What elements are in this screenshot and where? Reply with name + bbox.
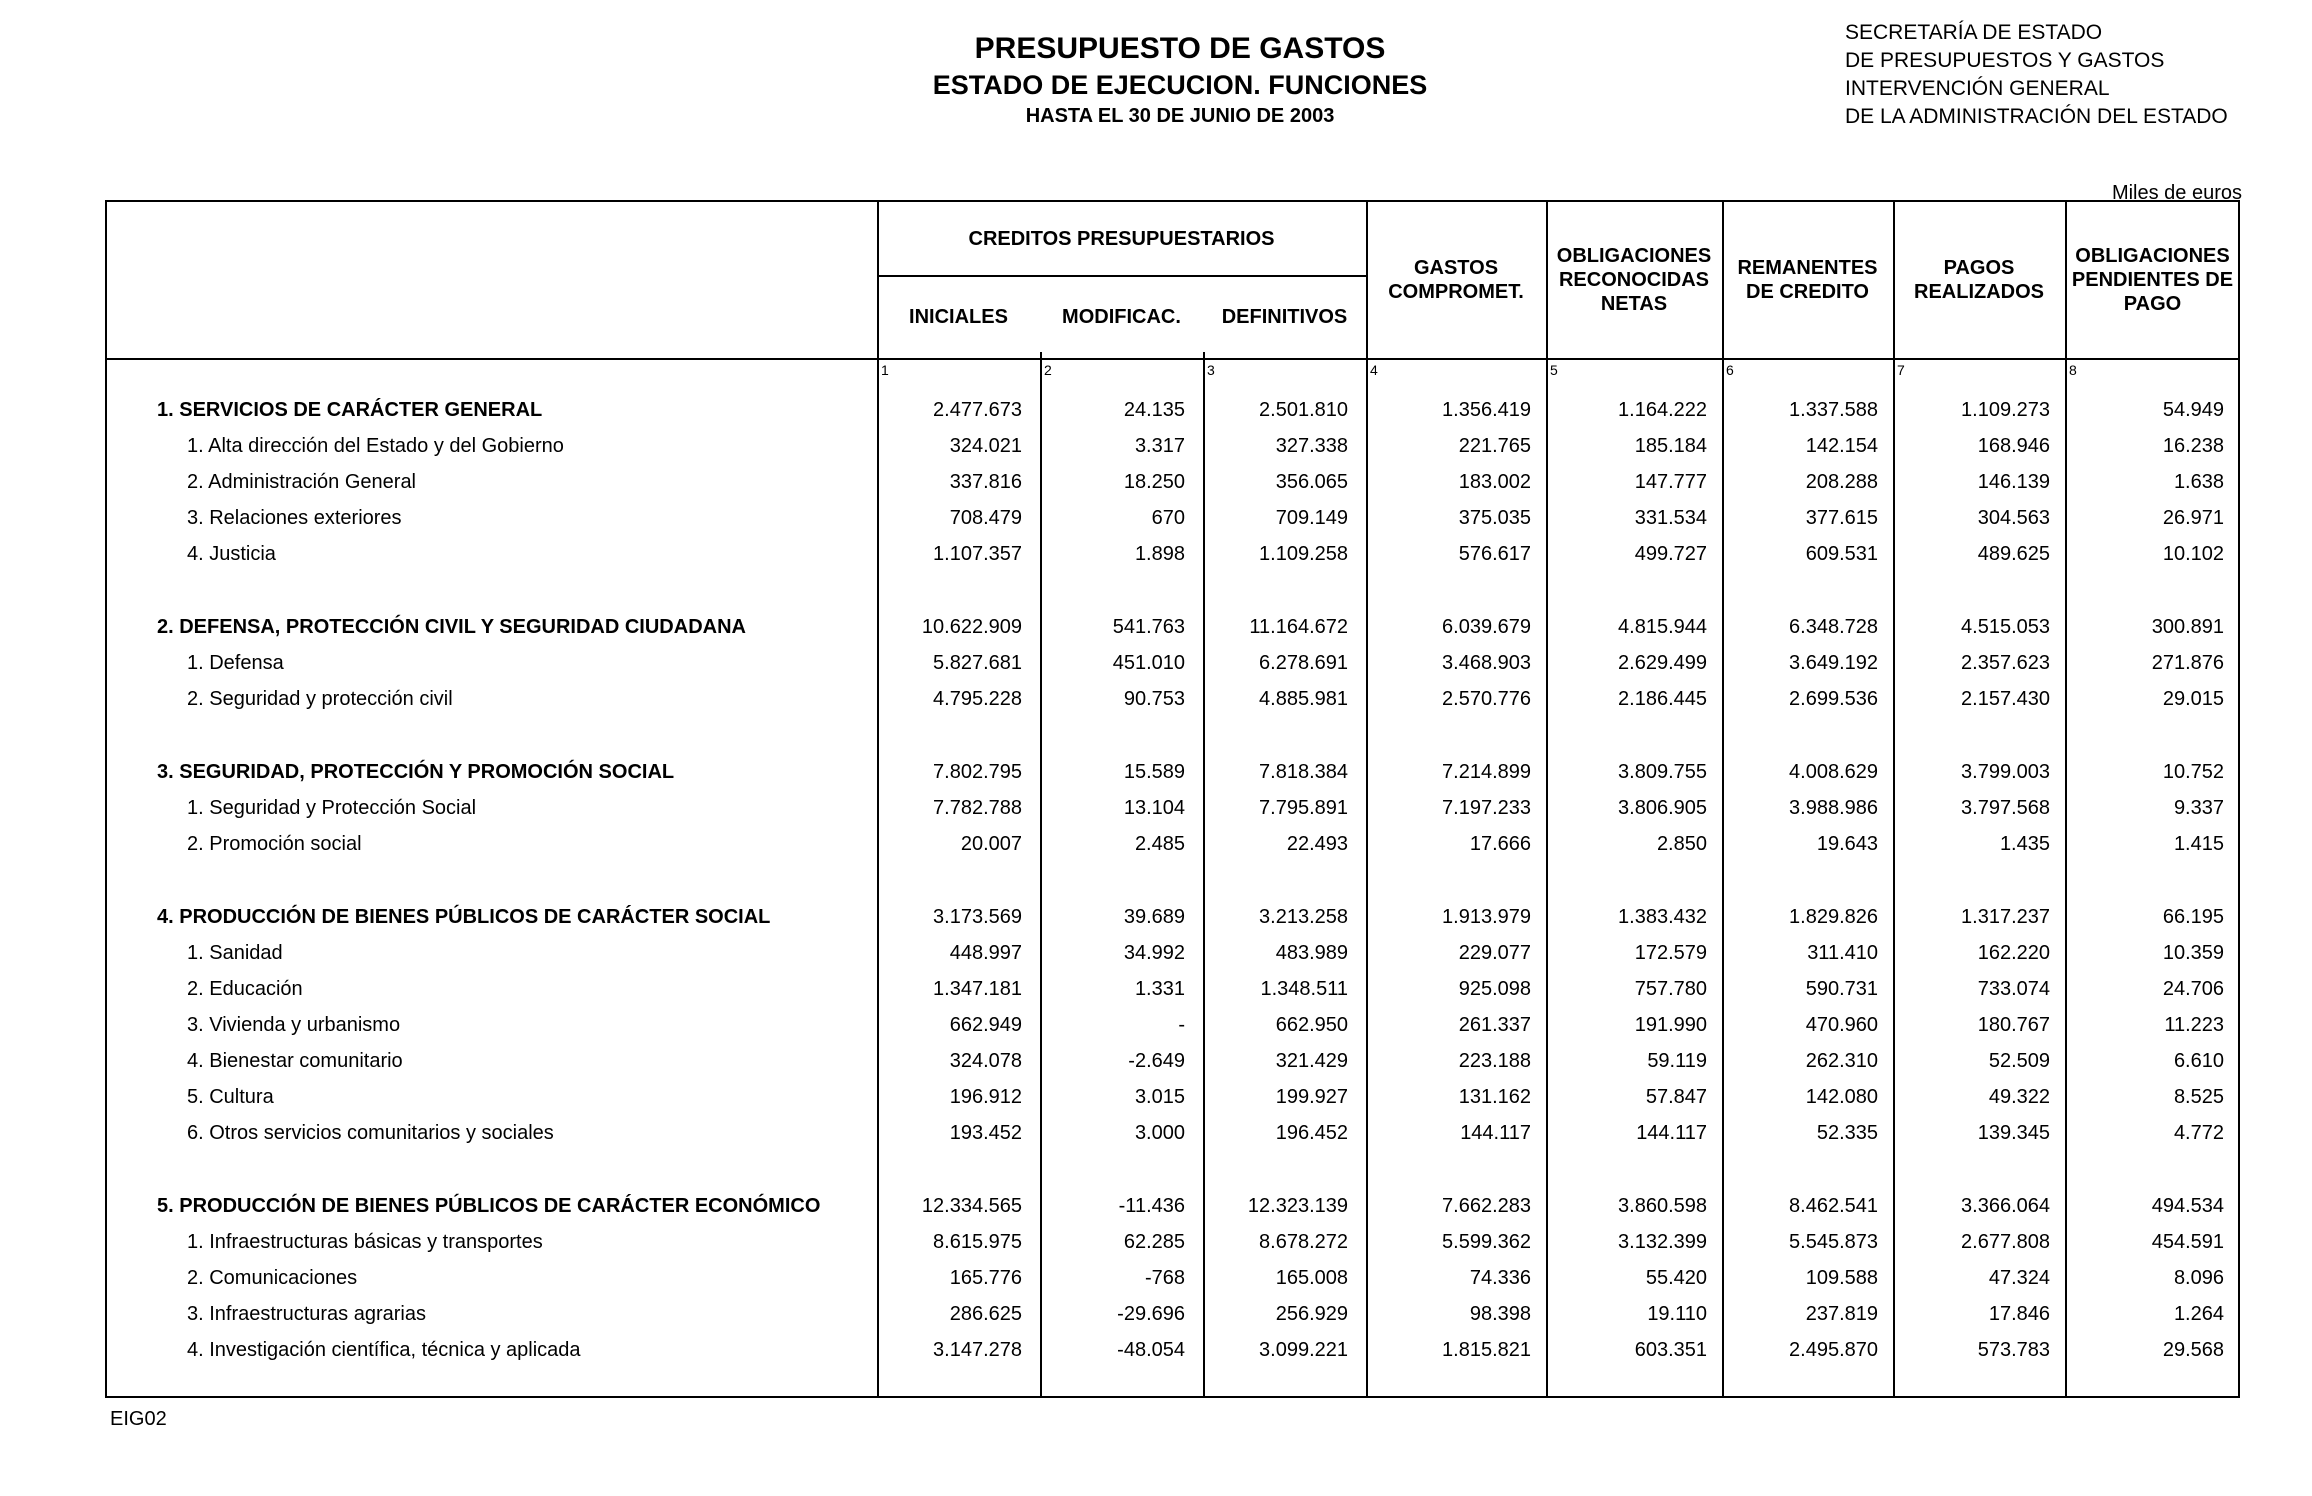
value-cell: 1.317.237: [1961, 906, 2050, 928]
header-modificac: MODIFICAC.: [1062, 305, 1181, 328]
value-cell: -48.054: [1117, 1339, 1185, 1361]
value-cell: 15.589: [1123, 761, 1185, 783]
value-cell: 1.331: [1134, 978, 1185, 1000]
value-cell: -2.649: [1128, 1050, 1185, 1072]
value-cell: -: [1178, 1014, 1185, 1036]
row-label: 1. Alta dirección del Estado y del Gobierno: [187, 435, 564, 457]
value-cell: 57.847: [1645, 1086, 1707, 1108]
value-cell: 603.351: [1634, 1339, 1707, 1361]
units-label: Miles de euros: [2111, 182, 2242, 204]
value-cell: 324.078: [949, 1050, 1022, 1072]
value-cell: 262.310: [1805, 1050, 1878, 1072]
value-cell: 98.398: [1469, 1303, 1531, 1325]
value-cell: 8.096: [2173, 1267, 2224, 1289]
value-cell: 8.678.272: [1259, 1231, 1348, 1253]
value-cell: 17.846: [1988, 1303, 2050, 1325]
value-cell: 229.077: [1458, 942, 1531, 964]
value-cell: 24.135: [1123, 399, 1185, 421]
value-cell: 448.997: [949, 942, 1022, 964]
table-row: [107, 500, 2238, 536]
title-line-1: PRESUPUESTO DE GASTOS: [974, 32, 1386, 65]
table-row: [107, 1115, 2238, 1151]
value-cell: 52.335: [1816, 1122, 1878, 1144]
row-label: 3. Infraestructuras agrarias: [187, 1303, 426, 1325]
value-cell: -768: [1144, 1267, 1185, 1289]
value-cell: 39.689: [1123, 906, 1185, 928]
value-cell: 193.452: [949, 1122, 1022, 1144]
value-cell: 454.591: [2151, 1231, 2224, 1253]
table-row: [107, 971, 2238, 1007]
value-cell: 7.662.283: [1442, 1195, 1531, 1217]
value-cell: 10.102: [2162, 543, 2224, 565]
section-row: [107, 899, 2238, 935]
value-cell: 3.799.003: [1961, 761, 2050, 783]
value-cell: 20.007: [960, 833, 1022, 855]
value-cell: 6.278.691: [1259, 652, 1348, 674]
value-cell: 49.322: [1988, 1086, 2050, 1108]
value-cell: 6.039.679: [1442, 616, 1531, 638]
value-cell: 2.357.623: [1961, 652, 2050, 674]
row-label: 5. Cultura: [187, 1086, 274, 1108]
value-cell: 1.264: [2173, 1303, 2224, 1325]
row-label: 4. Justicia: [187, 543, 276, 565]
value-cell: 139.345: [1977, 1122, 2050, 1144]
value-cell: 5.545.873: [1789, 1231, 1878, 1253]
value-cell: 2.570.776: [1442, 688, 1531, 710]
section-row: [107, 392, 2238, 428]
value-cell: 165.776: [949, 1267, 1022, 1289]
value-cell: 12.323.139: [1247, 1195, 1348, 1217]
table-row: [107, 1224, 2238, 1260]
value-cell: 24.706: [2162, 978, 2224, 1000]
value-cell: 324.021: [949, 435, 1022, 457]
column-number: 4: [1370, 362, 1378, 378]
header-pendientes: OBLIGACIONES PENDIENTES DE PAGO: [2071, 245, 2234, 315]
header-creditos: CREDITOS PRESUPUESTARIOS: [968, 227, 1275, 250]
value-cell: -11.436: [1118, 1195, 1185, 1217]
header-gastos: GASTOS COMPROMET.: [1388, 257, 1524, 303]
value-cell: 1.383.432: [1618, 906, 1707, 928]
value-cell: 11.223: [2164, 1014, 2224, 1036]
value-cell: 256.929: [1275, 1303, 1348, 1325]
value-cell: 55.420: [1645, 1267, 1707, 1289]
value-cell: 662.949: [949, 1014, 1022, 1036]
row-label: 2. DEFENSA, PROTECCIÓN CIVIL Y SEGURIDAD CIUDADANA: [157, 616, 746, 638]
title-line-2: ESTADO DE EJECUCION. FUNCIONES: [932, 70, 1428, 100]
value-cell: 311.410: [1807, 942, 1878, 964]
value-cell: 483.989: [1275, 942, 1348, 964]
value-cell: 29.568: [2162, 1339, 2224, 1361]
value-cell: 670: [1151, 507, 1185, 529]
value-cell: 2.485: [1134, 833, 1185, 855]
value-cell: 9.337: [2173, 797, 2224, 819]
table-row: [107, 1296, 2238, 1332]
value-cell: 162.220: [1977, 942, 2050, 964]
table-row: [107, 1332, 2238, 1368]
value-cell: 1.356.419: [1442, 399, 1531, 421]
value-cell: 13.104: [1123, 797, 1185, 819]
row-label: 5. PRODUCCIÓN DE BIENES PÚBLICOS DE CARÁCTER ECONÓMICO: [157, 1195, 821, 1217]
value-cell: 168.946: [1977, 435, 2050, 457]
value-cell: 1.638: [2173, 471, 2224, 493]
value-cell: 375.035: [1458, 507, 1531, 529]
header-obligaciones: OBLIGACIONES RECONOCIDAS NETAS: [1556, 245, 1712, 315]
value-cell: 1.109.273: [1961, 399, 2050, 421]
value-cell: 3.317: [1134, 435, 1185, 457]
value-cell: 576.617: [1458, 543, 1531, 565]
value-cell: 3.809.755: [1618, 761, 1707, 783]
value-cell: 1.347.181: [933, 978, 1022, 1000]
value-cell: 7.214.899: [1442, 761, 1531, 783]
row-label: 1. Defensa: [187, 652, 284, 674]
value-cell: 74.336: [1469, 1267, 1531, 1289]
column-number: 8: [2069, 362, 2077, 378]
value-cell: 3.099.221: [1259, 1339, 1348, 1361]
value-cell: 18.250: [1123, 471, 1185, 493]
value-cell: 2.501.810: [1259, 399, 1348, 421]
table-row: [107, 1260, 2238, 1296]
value-cell: 8.462.541: [1789, 1195, 1878, 1217]
value-cell: 29.015: [2162, 688, 2224, 710]
value-cell: 337.816: [949, 471, 1022, 493]
report-title: [800, 30, 1560, 130]
agency-line: DE LA ADMINISTRACIÓN DEL ESTADO: [1845, 105, 2228, 128]
value-cell: 10.359: [2162, 942, 2224, 964]
header-definitivos: DEFINITIVOS: [1221, 305, 1348, 328]
value-cell: 2.699.536: [1789, 688, 1878, 710]
row-label: 4. Investigación científica, técnica y aplicada: [187, 1339, 581, 1361]
value-cell: 2.495.870: [1789, 1339, 1878, 1361]
value-cell: 109.588: [1805, 1267, 1878, 1289]
row-label: 6. Otros servicios comunitarios y sociales: [187, 1122, 554, 1144]
value-cell: 165.008: [1275, 1267, 1348, 1289]
value-cell: 237.819: [1805, 1303, 1878, 1325]
table-row: [107, 790, 2238, 826]
value-cell: 191.990: [1634, 1014, 1707, 1036]
value-cell: 733.074: [1977, 978, 2050, 1000]
value-cell: 489.625: [1977, 543, 2050, 565]
header-remanentes: REMANENTES DE CREDITO: [1737, 257, 1878, 303]
row-label: 2. Educación: [187, 978, 303, 1000]
table-row: [107, 1079, 2238, 1115]
value-cell: 662.950: [1275, 1014, 1348, 1036]
value-cell: 590.731: [1805, 978, 1878, 1000]
column-number: 5: [1550, 362, 1558, 378]
table-row: [107, 645, 2238, 681]
value-cell: 300.891: [2151, 616, 2224, 638]
value-cell: 59.119: [1647, 1050, 1707, 1072]
value-cell: 185.184: [1634, 435, 1707, 457]
value-cell: 11.164.672: [1249, 616, 1348, 638]
value-cell: 196.912: [949, 1086, 1022, 1108]
value-cell: 4.885.981: [1259, 688, 1348, 710]
value-cell: 573.783: [1977, 1339, 2050, 1361]
value-cell: 5.827.681: [933, 652, 1022, 674]
row-label: 2. Promoción social: [187, 833, 362, 855]
value-cell: 66.195: [2162, 906, 2224, 928]
agency-block: [1845, 20, 2228, 132]
value-cell: 2.629.499: [1618, 652, 1707, 674]
value-cell: 180.767: [1977, 1014, 2050, 1036]
row-label: 2. Seguridad y protección civil: [187, 688, 453, 710]
value-cell: 494.534: [2151, 1195, 2224, 1217]
value-cell: 1.164.222: [1618, 399, 1707, 421]
value-cell: 10.752: [2162, 761, 2224, 783]
value-cell: 183.002: [1458, 471, 1531, 493]
value-cell: 221.765: [1458, 435, 1531, 457]
value-cell: 3.806.905: [1618, 797, 1707, 819]
table-row: [107, 536, 2238, 572]
value-cell: 4.515.053: [1961, 616, 2050, 638]
header-pagos: PAGOS REALIZADOS: [1914, 257, 2044, 303]
value-cell: 62.285: [1123, 1231, 1185, 1253]
value-cell: 1.107.357: [933, 543, 1022, 565]
value-cell: 271.876: [2151, 652, 2224, 674]
value-cell: 142.154: [1805, 435, 1878, 457]
row-label: 1. SERVICIOS DE CARÁCTER GENERAL: [157, 399, 543, 421]
agency-line: DE PRESUPUESTOS Y GASTOS: [1845, 49, 2165, 72]
value-cell: 7.802.795: [933, 761, 1022, 783]
value-cell: 47.324: [1988, 1267, 2050, 1289]
value-cell: 609.531: [1805, 543, 1878, 565]
value-cell: 4.795.228: [933, 688, 1022, 710]
table-row: [107, 1007, 2238, 1043]
row-label: 1. Infraestructuras básicas y transportes: [187, 1231, 543, 1253]
value-cell: 925.098: [1458, 978, 1531, 1000]
value-cell: 7.782.788: [933, 797, 1022, 819]
value-cell: 7.795.891: [1259, 797, 1348, 819]
value-cell: 3.468.903: [1442, 652, 1531, 674]
table-row: [107, 935, 2238, 971]
section-row: [107, 754, 2238, 790]
column-number: 7: [1897, 362, 1905, 378]
value-cell: 6.610: [2173, 1050, 2224, 1072]
value-cell: 2.157.430: [1961, 688, 2050, 710]
value-cell: 3.988.986: [1789, 797, 1878, 819]
value-cell: 17.666: [1469, 833, 1531, 855]
table-row: [107, 428, 2238, 464]
value-cell: 541.763: [1112, 616, 1185, 638]
value-cell: 19.110: [1647, 1303, 1707, 1325]
row-label: 1. Sanidad: [187, 942, 283, 964]
column-number: 6: [1726, 362, 1734, 378]
value-cell: 146.139: [1977, 471, 2050, 493]
value-cell: 261.337: [1458, 1014, 1531, 1036]
table-row: [107, 681, 2238, 717]
value-cell: 757.780: [1634, 978, 1707, 1000]
value-cell: 3.860.598: [1618, 1195, 1707, 1217]
value-cell: 10.622.909: [921, 616, 1022, 638]
value-cell: 19.643: [1816, 833, 1878, 855]
section-row: [107, 609, 2238, 645]
value-cell: 2.186.445: [1618, 688, 1707, 710]
value-cell: 172.579: [1634, 942, 1707, 964]
execution-table: [105, 200, 2240, 1398]
value-cell: 5.599.362: [1442, 1231, 1531, 1253]
value-cell: 142.080: [1805, 1086, 1878, 1108]
value-cell: 196.452: [1275, 1122, 1348, 1144]
value-cell: 1.435: [1999, 833, 2050, 855]
value-cell: 1.109.258: [1259, 543, 1348, 565]
section-row: [107, 1188, 2238, 1224]
header-divider: [107, 358, 2238, 360]
row-label: 3. Vivienda y urbanismo: [187, 1014, 401, 1036]
value-cell: 451.010: [1112, 652, 1185, 674]
value-cell: 3.000: [1134, 1122, 1185, 1144]
table-row: [107, 1043, 2238, 1079]
value-cell: 286.625: [949, 1303, 1022, 1325]
value-cell: 3.366.064: [1961, 1195, 2050, 1217]
value-cell: 1.898: [1134, 543, 1185, 565]
row-label: 3. SEGURIDAD, PROTECCIÓN Y PROMOCIÓN SOCIAL: [157, 761, 675, 783]
value-cell: 708.479: [949, 507, 1022, 529]
value-cell: 1.815.821: [1442, 1339, 1531, 1361]
row-label: 4. Bienestar comunitario: [187, 1050, 403, 1072]
value-cell: 12.334.565: [921, 1195, 1022, 1217]
value-cell: 223.188: [1458, 1050, 1531, 1072]
value-cell: 2.850: [1656, 833, 1707, 855]
row-label: 1. Seguridad y Protección Social: [187, 797, 477, 819]
value-cell: 2.477.673: [933, 399, 1022, 421]
value-cell: 8.525: [2173, 1086, 2224, 1108]
agency-line: INTERVENCIÓN GENERAL: [1845, 77, 2110, 100]
value-cell: 26.971: [2162, 507, 2224, 529]
value-cell: 22.493: [1286, 833, 1348, 855]
value-cell: 7.818.384: [1259, 761, 1348, 783]
value-cell: -29.696: [1117, 1303, 1185, 1325]
value-cell: 144.117: [1636, 1122, 1707, 1144]
value-cell: 377.615: [1805, 507, 1878, 529]
value-cell: 1.913.979: [1442, 906, 1531, 928]
value-cell: 147.777: [1634, 471, 1707, 493]
row-label: 2. Comunicaciones: [187, 1267, 358, 1289]
row-label: 2. Administración General: [187, 471, 417, 493]
value-cell: 499.727: [1634, 543, 1707, 565]
value-cell: 1.415: [2173, 833, 2224, 855]
value-cell: 1.348.511: [1260, 978, 1348, 1000]
row-label: 4. PRODUCCIÓN DE BIENES PÚBLICOS DE CARÁCTER SOCIAL: [157, 906, 771, 928]
value-cell: 199.927: [1275, 1086, 1348, 1108]
value-cell: 16.238: [2162, 435, 2224, 457]
table-row: [107, 826, 2238, 862]
value-cell: 8.615.975: [933, 1231, 1022, 1253]
value-cell: 327.338: [1275, 435, 1348, 457]
value-cell: 3.213.258: [1259, 906, 1348, 928]
value-cell: 6.348.728: [1789, 616, 1878, 638]
value-cell: 52.509: [1988, 1050, 2050, 1072]
value-cell: 54.949: [2162, 399, 2224, 421]
value-cell: 304.563: [1977, 507, 2050, 529]
value-cell: 1.829.826: [1789, 906, 1878, 928]
value-cell: 709.149: [1275, 507, 1348, 529]
agency-line: SECRETARÍA DE ESTADO: [1845, 21, 2103, 44]
column-number: 1: [881, 362, 889, 378]
value-cell: 3.147.278: [933, 1339, 1022, 1361]
value-cell: 321.429: [1275, 1050, 1348, 1072]
value-cell: 131.162: [1458, 1086, 1531, 1108]
value-cell: 7.197.233: [1442, 797, 1531, 819]
table-row: [107, 464, 2238, 500]
value-cell: 2.677.808: [1961, 1231, 2050, 1253]
value-cell: 4.815.944: [1618, 616, 1707, 638]
header-iniciales: INICIALES: [909, 305, 1008, 328]
column-number: 3: [1207, 362, 1215, 378]
value-cell: 331.534: [1634, 507, 1707, 529]
value-cell: 4.008.629: [1789, 761, 1878, 783]
value-cell: 470.960: [1805, 1014, 1878, 1036]
value-cell: 3.797.568: [1961, 797, 2050, 819]
value-cell: 3.015: [1134, 1086, 1185, 1108]
value-cell: 90.753: [1123, 688, 1185, 710]
value-cell: 4.772: [2173, 1122, 2224, 1144]
value-cell: 3.173.569: [933, 906, 1022, 928]
row-label: 3. Relaciones exteriores: [187, 507, 402, 529]
value-cell: 3.649.192: [1789, 652, 1878, 674]
value-cell: 356.065: [1275, 471, 1348, 493]
value-cell: 144.117: [1460, 1122, 1531, 1144]
value-cell: 208.288: [1805, 471, 1878, 493]
value-cell: 3.132.399: [1618, 1231, 1707, 1253]
title-line-3: HASTA EL 30 DE JUNIO DE 2003: [1025, 105, 1335, 127]
column-number: 2: [1044, 362, 1052, 378]
value-cell: 1.337.588: [1789, 399, 1878, 421]
value-cell: 34.992: [1123, 942, 1185, 964]
form-code: EIG02: [110, 1408, 167, 1430]
